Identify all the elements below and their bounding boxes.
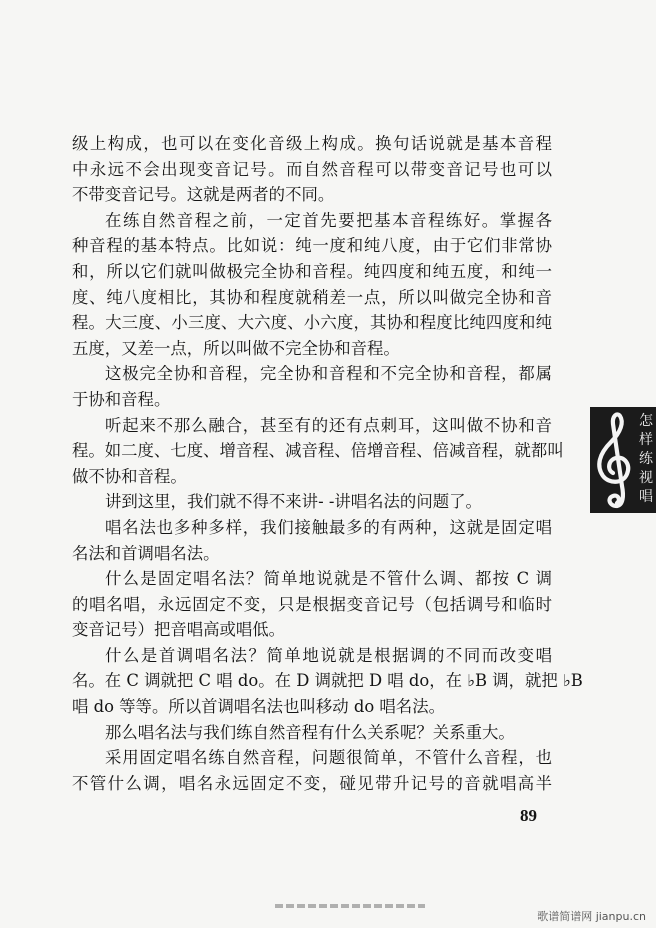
text-line: 听起来不那么融合，甚至有的还有点刺耳，这叫做不协和音	[105, 415, 552, 435]
chapter-char: 怎	[639, 413, 653, 429]
text-line: 这极完全协和音程，完全协和音程和不完全协和音程，都属	[105, 364, 552, 384]
text-line: 不管什么调，唱名永远固定不变，碰见带升记号的音就唱高半	[72, 773, 552, 793]
text-line: 讲到这里，我们就不得不来讲- -讲唱名法的问题了。	[105, 492, 482, 512]
text-line: 于协和音程。	[72, 389, 171, 409]
text-line: 什么是首调唱名法？简单地说就是根据调的不同而改变唱	[105, 645, 552, 665]
text-line: 名法和首调唱名法。	[72, 543, 220, 563]
text-line: 什么是固定唱名法？简单地说就是不管什么调、都按 C 调	[105, 569, 552, 589]
text-line: 和，所以它们就叫做极完全协和音程。纯四度和纯五度，和纯一	[72, 261, 552, 281]
chapter-char: 样	[639, 432, 653, 448]
text-line: 做不协和音程。	[72, 466, 187, 486]
chapter-char: 视	[639, 470, 653, 486]
text-line: 五度，又差一点，所以叫做不完全协和音程。	[72, 338, 400, 358]
text-line: 级上构成，也可以在变化音级上构成。换句话说就是基本音程	[72, 134, 552, 153]
text-line: 采用固定唱名练自然音程，问题很简单，不管什么音程，也	[105, 748, 552, 768]
page-number: 89	[520, 806, 537, 825]
text-line: 中永远不会出现变音记号。而自然音程可以带变音记号也可以	[72, 159, 552, 179]
text-line: 唱名法也多种多样，我们接触最多的有两种，这就是固定唱	[105, 517, 552, 537]
chapter-char: 唱	[639, 489, 653, 505]
text-line: 的唱名唱，永远固定不变，只是根据变音记号（包括调号和临时	[72, 594, 552, 614]
text-line: 程。大三度、小三度、大六度、小六度，其协和程度比纯四度和纯	[72, 313, 552, 333]
text-line: 程。如二度、七度、增音程、减音程、倍增音程、倍减音程，就都叫	[72, 441, 564, 461]
text-line: 唱 do 等等。所以首调唱名法也叫移动 do 唱名法。	[72, 697, 445, 717]
watermark: 歌谱简谱网 jianpu.cn	[537, 910, 646, 923]
text-line: 种音程的基本特点。比如说：纯一度和纯八度，由于它们非常协	[72, 236, 552, 256]
text-line: 在练自然音程之前，一定首先要把基本音程练好。掌握各	[105, 210, 552, 230]
body-text	[72, 131, 583, 796]
text-line: 变音记号）把音唱高或唱低。	[72, 620, 286, 640]
treble-clef-icon	[591, 410, 641, 510]
text-line: 不带变音记号。这就是两者的不同。	[72, 185, 335, 205]
chapter-title	[637, 412, 655, 507]
text-line: 度、纯八度相比，其协和程度就稍差一点，所以叫做完全协和音	[72, 287, 552, 307]
chapter-char: 练	[639, 451, 653, 467]
footer-scan-marks	[275, 904, 425, 908]
text-line: 那么唱名法与我们练自然音程有什么关系呢？关系重大。	[105, 722, 515, 742]
text-line: 名。在 C 调就把 C 唱 do。在 D 调就把 D 唱 do，在 ♭B 调，就把 ♭B	[72, 671, 583, 691]
